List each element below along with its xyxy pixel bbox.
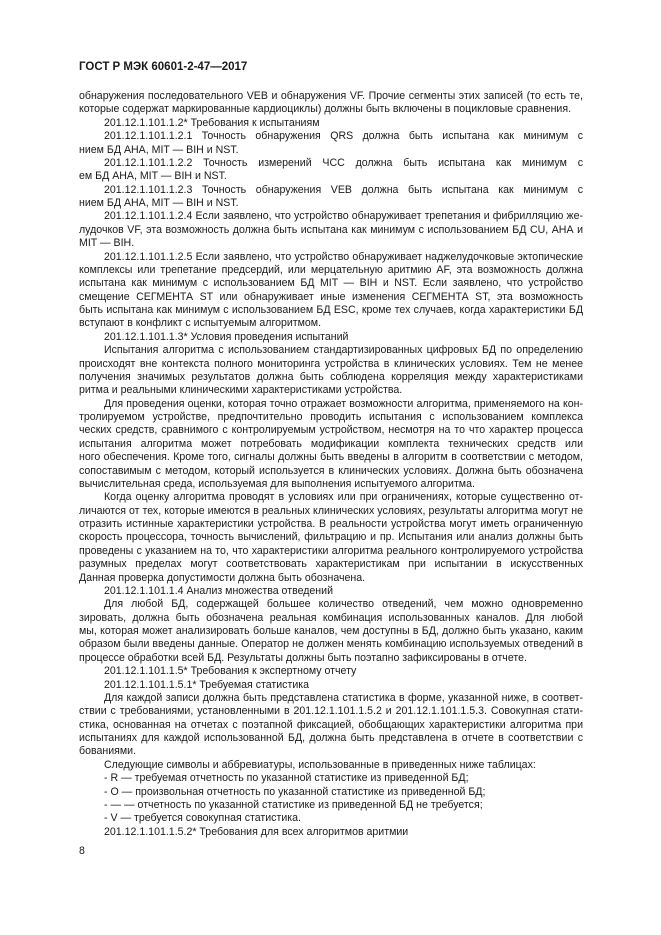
text-line: стика, основанная на отчетах с поэтапной фиксацией, обобщающих характеристики алгоритма при — [79, 718, 583, 731]
text-line: зировать, должна быть обозначена реальная комбинация использованных каналов. Для любой — [79, 611, 583, 624]
page-number: 8 — [79, 845, 85, 857]
paragraph — [79, 665, 583, 678]
text-line: бованиями. — [79, 745, 137, 758]
paragraph — [79, 826, 583, 839]
text-line: - O — произвольная отчетность по указанной статистике из приведенной БД; — [104, 785, 486, 798]
paragraph — [79, 772, 583, 785]
text-line: скорость процессора, точность вычислений, фильтрацию и пр. Испытания или анализ должны быть — [79, 531, 583, 544]
text-line: которые содержат маркированные кардиоциклы) должны быть включены в поцикловые сравнения. — [79, 103, 572, 116]
text-line: тролируемом устройстве, предпочтительно проводить испытания с использованием комплекса — [79, 411, 583, 423]
text-line: - — — отчетность по указанной статистике из приведенной БД не требуется; — [104, 798, 483, 811]
text-line: Следующие символы и аббревиатуры, использованные в приведенных ниже таблицах: — [104, 758, 536, 771]
text-line: 201.12.1.101.1.2.3 Точность обнаружения VEB должна быть испытана как минимум с — [104, 183, 583, 196]
text-line: Для проведения оценки, которая точно отражает возможности алгоритма, применяемого на кон- — [104, 397, 583, 410]
text-line: 201.12.1.101.1.2.4 Если заявлено, что устройство обнаруживает трепетания и фибрилляцию же- — [104, 210, 583, 223]
paragraph — [79, 331, 583, 344]
text-line: Для каждой записи должна быть представлена статистика в форме, указанной ниже, в соответ- — [104, 691, 583, 704]
text-line: проведены с указанием на то, что характеристики алгоритма реального контролируемого устройства — [79, 544, 583, 557]
paragraph — [79, 398, 583, 492]
paragraph — [79, 799, 583, 812]
text-line: мы, которая может анализировать больше каналов, чем доступны в БД, должно быть указано, каким — [79, 625, 583, 637]
text-line: происходят вне контекста полного мониторинга устройства в клинических условиях. Тем не менее — [79, 357, 583, 370]
text-line: смещение СЕГМЕНТА ST или обнаруживает иные изменения СЕГМЕНТА ST, эта возможность — [79, 290, 583, 303]
text-line: Испытания алгоритма с использованием стандартизированных цифровых БД по определению — [104, 344, 583, 357]
text-line: 201.12.1.101.1.2* Требования к испытаниям — [104, 116, 320, 129]
text-line: испытаниях для каждой использованной БД, должна быть представлена в отчете в соответствии с — [79, 732, 583, 744]
text-line: вступают в конфликт с испытуемым алгоритмом. — [79, 317, 322, 330]
text-line: ритма и реальными клиническими характеристиками устройства. — [79, 384, 403, 397]
text-line: разумных пределах могут соответствовать характеристикам при испытании в искусственных — [79, 558, 583, 571]
document-header: ГОСТ Р МЭК 60601-2-47—2017 — [79, 61, 248, 73]
paragraph — [79, 90, 583, 117]
text-line: лудочков VF, эта возможность должна быть испытана как минимум с использованием БД CU, АНА и — [79, 223, 583, 236]
paragraph — [79, 184, 583, 211]
text-line: образом были введены данные. Оператор не должен менять комбинацию используемых отведений в — [79, 638, 583, 651]
text-line: MIT — BIH. — [79, 237, 135, 250]
text-line: нием БД АНА, MIT — BIH и NST. — [79, 197, 239, 209]
text-line: 201.12.1.101.1.5* Требования к экспертному отчету — [104, 665, 357, 678]
paragraph — [79, 130, 583, 157]
document-body — [79, 90, 583, 839]
paragraph — [79, 812, 583, 825]
text-line: 201.12.1.101.1.4 Анализ множества отведений — [104, 584, 333, 597]
text-line: ческих средств, сравнимого с контролируемым устройством, несмотря на то что характер процесса — [79, 424, 583, 437]
paragraph — [79, 117, 583, 130]
paragraph — [79, 344, 583, 398]
paragraph — [79, 491, 583, 585]
paragraph — [79, 157, 583, 184]
text-line: Данная проверка допустимости должна быть обозначена. — [79, 571, 366, 584]
text-line: 201.12.1.101.1.5.1* Требуемая статистика — [104, 678, 310, 691]
text-line: Когда оценку алгоритма проводят в условиях или при ограничениях, которые существенно от- — [104, 491, 583, 504]
paragraph — [79, 251, 583, 331]
text-line: нием БД АНА, MIT — BIH и NST. — [79, 143, 239, 156]
text-line: 201.12.1.101.1.5.2* Требования для всех алгоритмов аритмии — [104, 825, 409, 838]
text-line: обнаружения последовательного VEB и обнаружения VF. Прочие сегменты этих записей (то есть те, — [79, 90, 583, 102]
text-line: процессе обработки всей БД. Результаты должны быть поэтапно зафиксированы в отчете. — [79, 651, 527, 664]
paragraph — [79, 786, 583, 799]
text-line: ного обеспечения. Кроме того, сигналы должны быть введены в алгоритм в соответствии с методом, — [79, 451, 583, 464]
text-line: 201.12.1.101.1.3* Условия проведения испытаний — [104, 330, 349, 343]
text-line: 201.12.1.101.1.2.5 Если заявлено, что устройство обнаруживает наджелудочковые эктопические — [104, 250, 583, 263]
paragraph — [79, 598, 583, 665]
text-line: испытания алгоритма может потребовать модификации комплекта технических средств или — [79, 437, 583, 450]
text-line: 201.12.1.101.1.2.1 Точность обнаружения QRS должна быть испытана как минимум с — [104, 130, 583, 143]
paragraph — [79, 585, 583, 598]
text-line: сопоставимым с методом, который используется в клинических условиях. Должна быть обозначена — [79, 464, 583, 477]
text-line: испытана как минимум с использованием БД MIT — BIH и NST. Если заявлено, что устройство — [79, 277, 583, 290]
text-line: быть испытана как минимум с использованием БД ESC, кроме тех случаев, когда характеристики БД — [79, 304, 583, 316]
text-line: Для любой БД, содержащей большее количество отведений, чем можно одновременно — [104, 598, 583, 611]
paragraph — [79, 692, 583, 759]
paragraph — [79, 759, 583, 772]
text-line: личаются от тех, которые имеются в реальных клинических условиях, результаты алгоритма могут не — [79, 504, 583, 517]
paragraph — [79, 679, 583, 692]
text-line: ем БД АНА, MIT — BIH и NST. — [79, 170, 227, 183]
text-line: вычислительная среда, используемая для выполнения испытуемого алгоритма. — [79, 477, 475, 490]
text-line: 201.12.1.101.1.2.2 Точность измерений ЧСС должна быть испытана как минимум с — [104, 156, 583, 169]
paragraph — [79, 210, 583, 250]
text-line: получения значимых результатов должна быть соблюдена корреляция между характеристиками — [79, 370, 583, 383]
text-line: - R — требуемая отчетность по указанной статистике из приведенной БД; — [104, 772, 469, 785]
text-line: - V — требуется совокупная статистика. — [104, 812, 301, 825]
text-line: отразить истинные характеристики устройства. В реальности устройства могут иметь ограниченную — [79, 518, 583, 530]
text-line: комплексы или трепетание предсердий, или мерцательную аритмию AF, эта возможность должна — [79, 263, 583, 276]
text-line: ствии с требованиями, установленными в 201.12.1.101.1.5.2 и 201.12.1.101.1.5.3. Совокупная стати- — [79, 705, 583, 718]
